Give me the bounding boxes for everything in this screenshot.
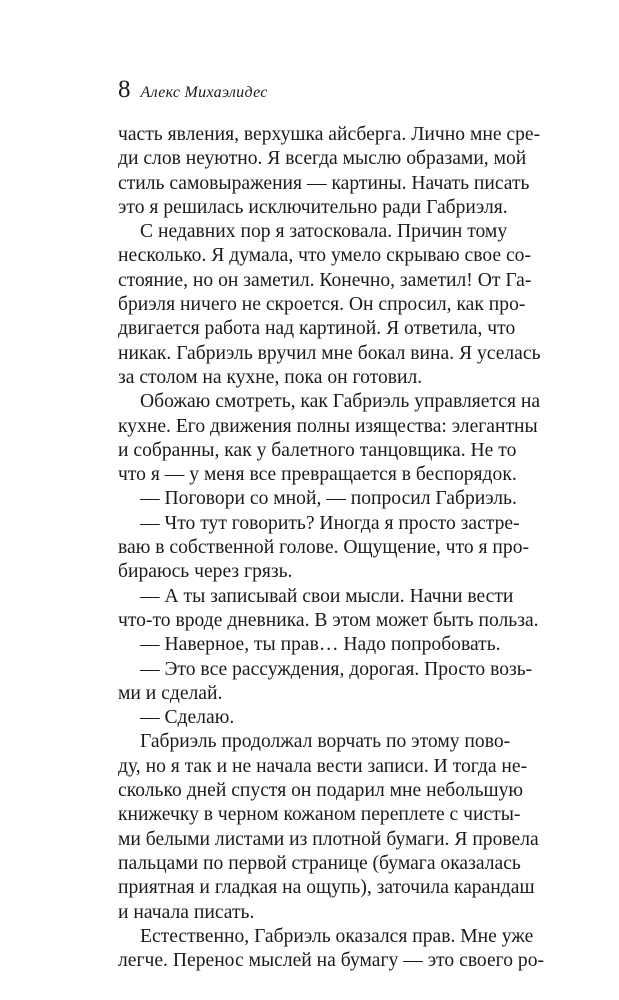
text-line: несколько. Я думала, что умело скрываю свое со- (118, 245, 531, 267)
text-line: ваю в собственной голове. Ощущение, что я про- (118, 537, 530, 559)
text-line: — Поговори со мной, — попросил Габриэль. (140, 488, 517, 510)
text-line: никак. Габриэль вручил мне бокал вина. Я уселась (118, 342, 541, 364)
text-line: и начала писать. (118, 901, 255, 923)
text-line: ди слов неуютно. Я всегда мыслю образами, мой (118, 148, 527, 170)
text-line: ми белыми листами из плотной бумаги. Я провела (118, 828, 539, 850)
text-line: бриэля ничего не скроется. Он спросил, как про- (118, 294, 526, 316)
text-line: Естественно, Габриэль оказался прав. Мне уже (140, 925, 534, 947)
text-line: стояние, но он заметил. Конечно, заметил! От Га- (118, 269, 532, 291)
text-line: двигается работа над картиной. Я ответила, что (118, 318, 516, 340)
page-number: 8 (118, 76, 131, 103)
text-line: — Это все рассуждения, дорогая. Просто возь- (140, 658, 533, 680)
text-line: — Сделаю. (140, 707, 235, 729)
text-line: пальцами по первой странице (бумага оказалась (118, 852, 521, 874)
text-line: Габриэль продолжал ворчать по этому пово- (140, 731, 511, 753)
text-line: ми и сделай. (118, 682, 223, 704)
page-header (118, 76, 268, 104)
text-line: книжечку в черном кожаном переплете с чисты- (118, 804, 521, 826)
text-line: бираюсь через грязь. (118, 561, 293, 583)
body-text (118, 123, 545, 973)
text-line: С недавних пор я затосковала. Причин тому (140, 221, 508, 243)
text-line: стиль самовыражения — картины. Начать писать (118, 172, 530, 194)
text-line: это я решилась исключительно ради Габриэля. (118, 196, 508, 218)
text-line: сколько дней спустя он подарил мне небольшую (118, 780, 524, 802)
text-line: кухне. Его движения полны изящества: элегантны (118, 415, 538, 437)
text-line: часть явления, верхушка айсберга. Лично мне сре- (118, 124, 541, 145)
text-line: и собранны, как у балетного танцовщика. Не то (118, 439, 517, 461)
text-line: Обожаю смотреть, как Габриэль управляется на (140, 391, 541, 413)
text-line: — А ты записывай свои мысли. Начни вести (140, 585, 514, 607)
text-line: приятная и гладкая на ощупь), заточила карандаш (118, 877, 535, 899)
text-line: что-то вроде дневника. В этом может быть польза. (118, 609, 539, 631)
text-line: — Наверное, ты прав… Надо попробовать. (140, 634, 501, 656)
running-head-author: Алекс Михаэлидес (140, 84, 268, 101)
text-line: что я — у меня все превращается в беспорядок. (118, 464, 517, 486)
text-line: легче. Перенос мыслей на бумагу — это своего ро- (118, 950, 545, 972)
text-line: ду, но я так и не начала вести записи. И тогда не- (118, 755, 528, 777)
text-line: — Что тут говорить? Иногда я просто застре- (140, 512, 520, 534)
text-line: за столом на кухне, пока он готовил. (118, 366, 423, 388)
